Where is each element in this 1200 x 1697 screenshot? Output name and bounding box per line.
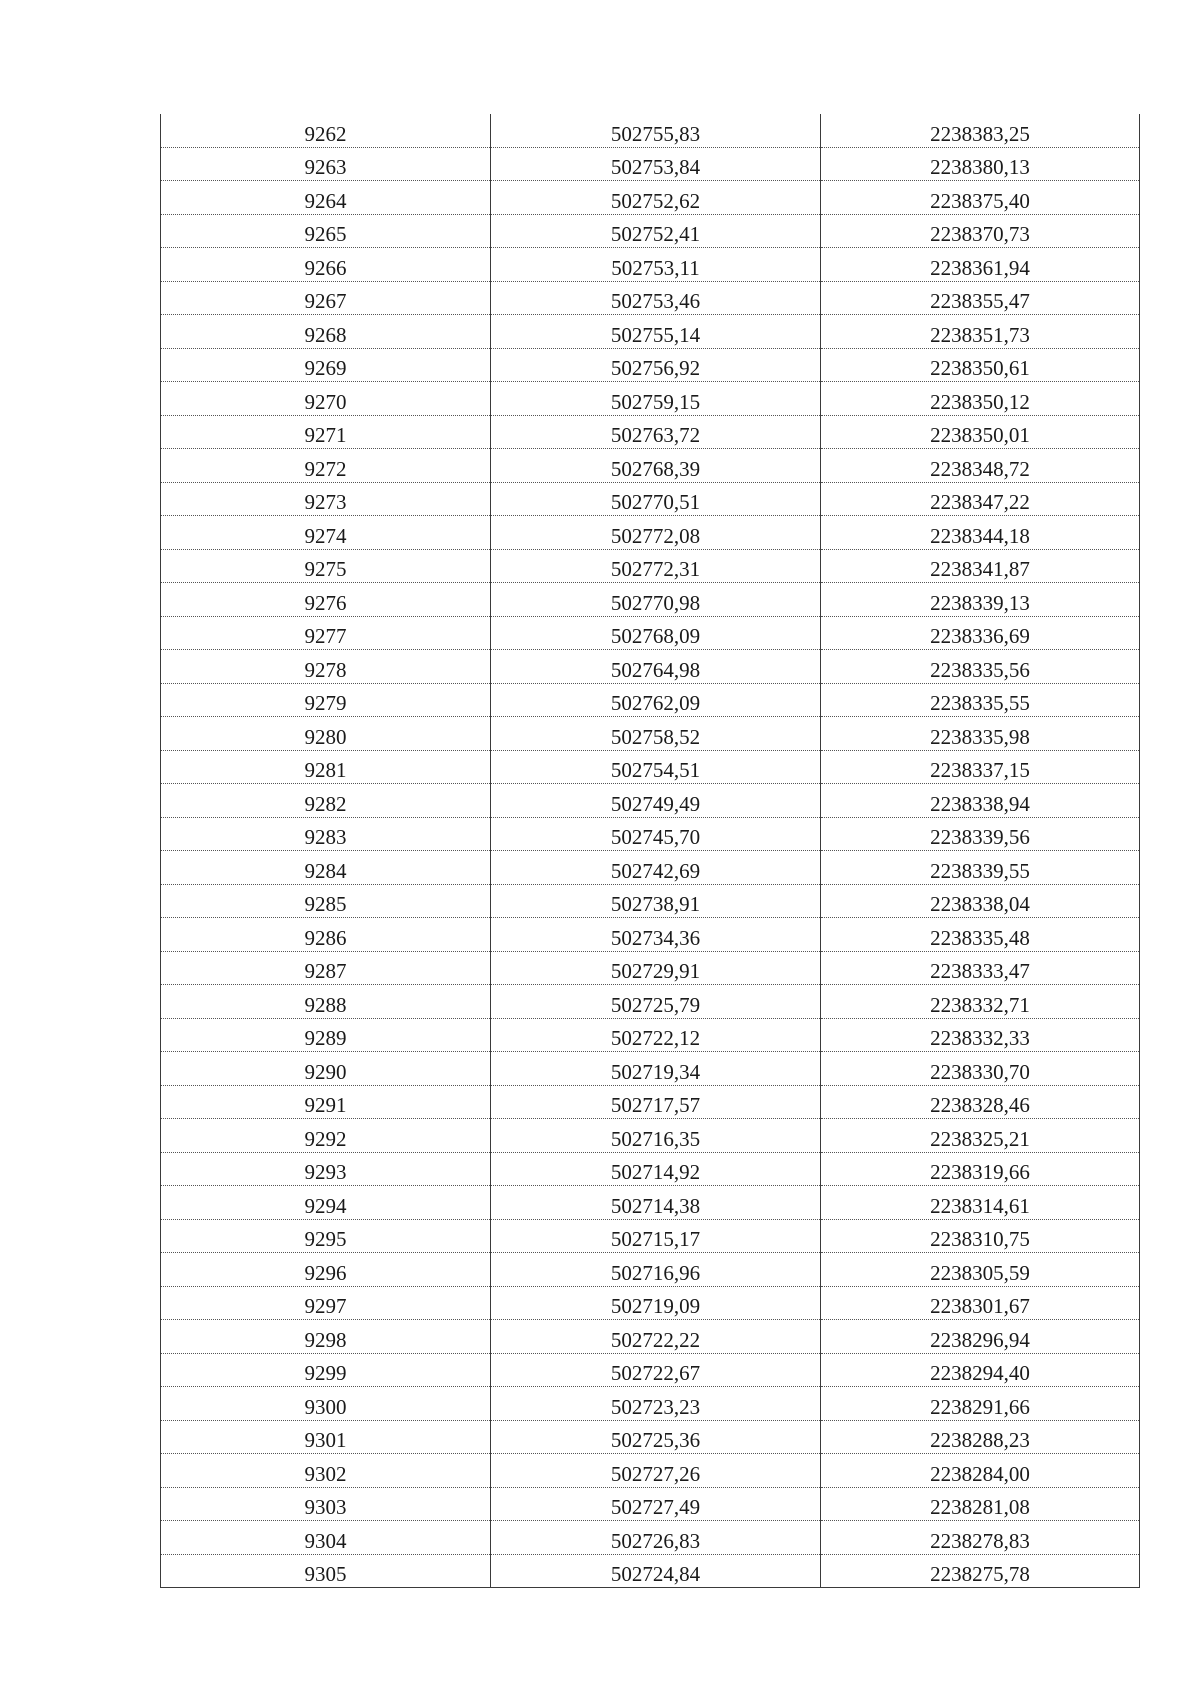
point-number-cell: 9298 [161, 1320, 491, 1354]
table-row [161, 683, 1140, 717]
table-row [161, 181, 1140, 215]
table-row [161, 951, 1140, 985]
x-coordinate-cell: 502763,72 [491, 415, 821, 449]
x-coordinate-cell: 502719,34 [491, 1052, 821, 1086]
point-number-cell: 9267 [161, 281, 491, 315]
table-row [161, 1219, 1140, 1253]
x-coordinate-cell: 502753,11 [491, 248, 821, 282]
table-row [161, 1085, 1140, 1119]
y-coordinate-cell: 2238350,61 [821, 348, 1140, 382]
table-row [161, 482, 1140, 516]
x-coordinate-cell: 502724,84 [491, 1554, 821, 1588]
y-coordinate-cell: 2238278,83 [821, 1521, 1140, 1555]
y-coordinate-cell: 2238350,12 [821, 382, 1140, 416]
y-coordinate-cell: 2238335,56 [821, 650, 1140, 684]
point-number-cell: 9286 [161, 918, 491, 952]
x-coordinate-cell: 502722,67 [491, 1353, 821, 1387]
x-coordinate-cell: 502745,70 [491, 817, 821, 851]
table-row [161, 1018, 1140, 1052]
table-row [161, 449, 1140, 483]
y-coordinate-cell: 2238310,75 [821, 1219, 1140, 1253]
table-row [161, 1119, 1140, 1153]
table-row [161, 147, 1140, 181]
x-coordinate-cell: 502725,36 [491, 1420, 821, 1454]
point-number-cell: 9284 [161, 851, 491, 885]
table-row [161, 348, 1140, 382]
x-coordinate-cell: 502715,17 [491, 1219, 821, 1253]
table-row [161, 315, 1140, 349]
y-coordinate-cell: 2238332,71 [821, 985, 1140, 1019]
y-coordinate-cell: 2238333,47 [821, 951, 1140, 985]
table-row [161, 884, 1140, 918]
point-number-cell: 9291 [161, 1085, 491, 1119]
table-row [161, 717, 1140, 751]
y-coordinate-cell: 2238284,00 [821, 1454, 1140, 1488]
y-coordinate-cell: 2238335,98 [821, 717, 1140, 751]
point-number-cell: 9275 [161, 549, 491, 583]
table-row [161, 516, 1140, 550]
x-coordinate-cell: 502717,57 [491, 1085, 821, 1119]
point-number-cell: 9290 [161, 1052, 491, 1086]
x-coordinate-cell: 502772,08 [491, 516, 821, 550]
y-coordinate-cell: 2238328,46 [821, 1085, 1140, 1119]
x-coordinate-cell: 502727,26 [491, 1454, 821, 1488]
table-row [161, 1353, 1140, 1387]
y-coordinate-cell: 2238347,22 [821, 482, 1140, 516]
point-number-cell: 9274 [161, 516, 491, 550]
table-row [161, 382, 1140, 416]
point-number-cell: 9262 [161, 114, 491, 147]
x-coordinate-cell: 502762,09 [491, 683, 821, 717]
point-number-cell: 9279 [161, 683, 491, 717]
table-row [161, 918, 1140, 952]
table-row [161, 1420, 1140, 1454]
x-coordinate-cell: 502753,84 [491, 147, 821, 181]
table-row [161, 1152, 1140, 1186]
y-coordinate-cell: 2238350,01 [821, 415, 1140, 449]
point-number-cell: 9276 [161, 583, 491, 617]
x-coordinate-cell: 502754,51 [491, 750, 821, 784]
point-number-cell: 9301 [161, 1420, 491, 1454]
y-coordinate-cell: 2238332,33 [821, 1018, 1140, 1052]
point-number-cell: 9288 [161, 985, 491, 1019]
coordinates-table-body [161, 114, 1140, 1588]
point-number-cell: 9278 [161, 650, 491, 684]
table-row [161, 114, 1140, 147]
y-coordinate-cell: 2238335,55 [821, 683, 1140, 717]
point-number-cell: 9263 [161, 147, 491, 181]
x-coordinate-cell: 502734,36 [491, 918, 821, 952]
table-row [161, 1387, 1140, 1421]
x-coordinate-cell: 502729,91 [491, 951, 821, 985]
y-coordinate-cell: 2238351,73 [821, 315, 1140, 349]
table-row [161, 1186, 1140, 1220]
point-number-cell: 9282 [161, 784, 491, 818]
table-row [161, 750, 1140, 784]
point-number-cell: 9302 [161, 1454, 491, 1488]
x-coordinate-cell: 502726,83 [491, 1521, 821, 1555]
y-coordinate-cell: 2238281,08 [821, 1487, 1140, 1521]
y-coordinate-cell: 2238301,67 [821, 1286, 1140, 1320]
table-row [161, 415, 1140, 449]
point-number-cell: 9289 [161, 1018, 491, 1052]
x-coordinate-cell: 502742,69 [491, 851, 821, 885]
table-row [161, 616, 1140, 650]
x-coordinate-cell: 502752,62 [491, 181, 821, 215]
x-coordinate-cell: 502719,09 [491, 1286, 821, 1320]
y-coordinate-cell: 2238338,04 [821, 884, 1140, 918]
y-coordinate-cell: 2238275,78 [821, 1554, 1140, 1588]
y-coordinate-cell: 2238288,23 [821, 1420, 1140, 1454]
x-coordinate-cell: 502722,22 [491, 1320, 821, 1354]
y-coordinate-cell: 2238314,61 [821, 1186, 1140, 1220]
x-coordinate-cell: 502722,12 [491, 1018, 821, 1052]
y-coordinate-cell: 2238339,55 [821, 851, 1140, 885]
table-row [161, 985, 1140, 1019]
x-coordinate-cell: 502749,49 [491, 784, 821, 818]
y-coordinate-cell: 2238336,69 [821, 616, 1140, 650]
point-number-cell: 9292 [161, 1119, 491, 1153]
point-number-cell: 9273 [161, 482, 491, 516]
point-number-cell: 9277 [161, 616, 491, 650]
x-coordinate-cell: 502755,83 [491, 114, 821, 147]
table-row [161, 851, 1140, 885]
point-number-cell: 9300 [161, 1387, 491, 1421]
y-coordinate-cell: 2238335,48 [821, 918, 1140, 952]
y-coordinate-cell: 2238375,40 [821, 181, 1140, 215]
point-number-cell: 9272 [161, 449, 491, 483]
y-coordinate-cell: 2238361,94 [821, 248, 1140, 282]
x-coordinate-cell: 502772,31 [491, 549, 821, 583]
x-coordinate-cell: 502716,96 [491, 1253, 821, 1287]
point-number-cell: 9294 [161, 1186, 491, 1220]
table-row [161, 817, 1140, 851]
x-coordinate-cell: 502727,49 [491, 1487, 821, 1521]
point-number-cell: 9280 [161, 717, 491, 751]
table-row [161, 214, 1140, 248]
x-coordinate-cell: 502768,39 [491, 449, 821, 483]
table-row [161, 1320, 1140, 1354]
point-number-cell: 9299 [161, 1353, 491, 1387]
point-number-cell: 9281 [161, 750, 491, 784]
table-row [161, 1253, 1140, 1287]
table-row [161, 248, 1140, 282]
y-coordinate-cell: 2238291,66 [821, 1387, 1140, 1421]
point-number-cell: 9269 [161, 348, 491, 382]
coordinates-table [160, 114, 1140, 1588]
x-coordinate-cell: 502758,52 [491, 717, 821, 751]
y-coordinate-cell: 2238344,18 [821, 516, 1140, 550]
x-coordinate-cell: 502753,46 [491, 281, 821, 315]
y-coordinate-cell: 2238319,66 [821, 1152, 1140, 1186]
point-number-cell: 9304 [161, 1521, 491, 1555]
x-coordinate-cell: 502759,15 [491, 382, 821, 416]
y-coordinate-cell: 2238383,25 [821, 114, 1140, 147]
x-coordinate-cell: 502725,79 [491, 985, 821, 1019]
point-number-cell: 9295 [161, 1219, 491, 1253]
table-row [161, 1521, 1140, 1555]
y-coordinate-cell: 2238380,13 [821, 147, 1140, 181]
point-number-cell: 9264 [161, 181, 491, 215]
x-coordinate-cell: 502714,92 [491, 1152, 821, 1186]
x-coordinate-cell: 502764,98 [491, 650, 821, 684]
point-number-cell: 9266 [161, 248, 491, 282]
y-coordinate-cell: 2238337,15 [821, 750, 1140, 784]
x-coordinate-cell: 502770,51 [491, 482, 821, 516]
y-coordinate-cell: 2238370,73 [821, 214, 1140, 248]
x-coordinate-cell: 502738,91 [491, 884, 821, 918]
x-coordinate-cell: 502768,09 [491, 616, 821, 650]
table-row [161, 549, 1140, 583]
point-number-cell: 9303 [161, 1487, 491, 1521]
y-coordinate-cell: 2238339,13 [821, 583, 1140, 617]
y-coordinate-cell: 2238325,21 [821, 1119, 1140, 1153]
point-number-cell: 9271 [161, 415, 491, 449]
y-coordinate-cell: 2238348,72 [821, 449, 1140, 483]
x-coordinate-cell: 502756,92 [491, 348, 821, 382]
point-number-cell: 9296 [161, 1253, 491, 1287]
table-row [161, 650, 1140, 684]
y-coordinate-cell: 2238330,70 [821, 1052, 1140, 1086]
x-coordinate-cell: 502770,98 [491, 583, 821, 617]
y-coordinate-cell: 2238305,59 [821, 1253, 1140, 1287]
table-row [161, 784, 1140, 818]
point-number-cell: 9305 [161, 1554, 491, 1588]
x-coordinate-cell: 502716,35 [491, 1119, 821, 1153]
point-number-cell: 9270 [161, 382, 491, 416]
y-coordinate-cell: 2238341,87 [821, 549, 1140, 583]
point-number-cell: 9293 [161, 1152, 491, 1186]
x-coordinate-cell: 502723,23 [491, 1387, 821, 1421]
x-coordinate-cell: 502755,14 [491, 315, 821, 349]
point-number-cell: 9283 [161, 817, 491, 851]
y-coordinate-cell: 2238355,47 [821, 281, 1140, 315]
table-row [161, 583, 1140, 617]
y-coordinate-cell: 2238294,40 [821, 1353, 1140, 1387]
table-row [161, 1487, 1140, 1521]
table-row [161, 1052, 1140, 1086]
point-number-cell: 9287 [161, 951, 491, 985]
y-coordinate-cell: 2238339,56 [821, 817, 1140, 851]
point-number-cell: 9268 [161, 315, 491, 349]
point-number-cell: 9265 [161, 214, 491, 248]
point-number-cell: 9285 [161, 884, 491, 918]
x-coordinate-cell: 502752,41 [491, 214, 821, 248]
table-row [161, 1286, 1140, 1320]
y-coordinate-cell: 2238296,94 [821, 1320, 1140, 1354]
table-row [161, 1554, 1140, 1588]
table-row [161, 281, 1140, 315]
x-coordinate-cell: 502714,38 [491, 1186, 821, 1220]
y-coordinate-cell: 2238338,94 [821, 784, 1140, 818]
table-row [161, 1454, 1140, 1488]
point-number-cell: 9297 [161, 1286, 491, 1320]
